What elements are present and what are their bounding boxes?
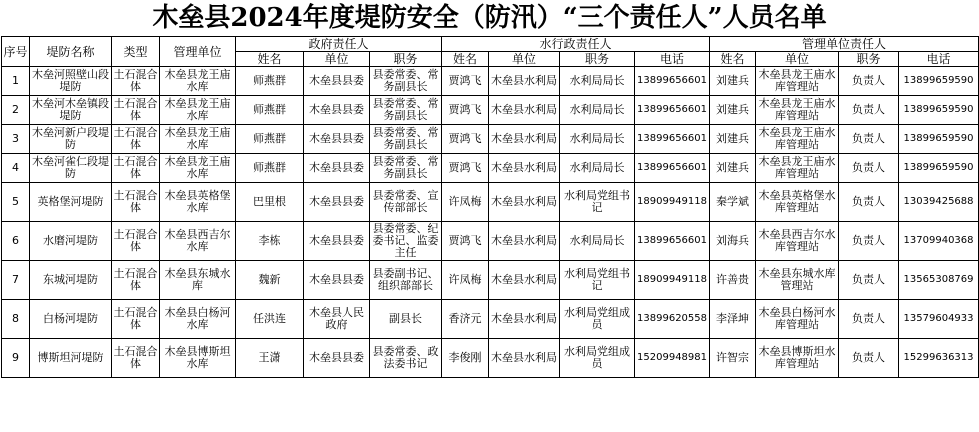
cell-dike-name: 博斯坦河堤防 (30, 339, 112, 378)
cell-type: 土石混合体 (112, 154, 160, 183)
cell-water-unit: 木垒县水利局 (489, 183, 560, 222)
header-mgmt-unit2: 单位 (756, 52, 839, 67)
cell-dike-name: 木垒河照壁山段堤防 (30, 67, 112, 96)
cell-gov-position: 县委常委、政法委书记 (370, 339, 442, 378)
cell-water-phone: 13899656601 (635, 125, 710, 154)
cell-mgmt-position: 负责人 (839, 154, 899, 183)
cell-gov-name: 魏新 (236, 261, 304, 300)
table-row (2, 154, 979, 183)
table-row (2, 96, 979, 125)
cell-water-unit: 木垒县水利局 (489, 154, 560, 183)
header-water-phone: 电话 (635, 52, 710, 67)
cell-mgmt-unit: 木垒县英格堡水库 (160, 183, 236, 222)
header-gov-position: 职务 (370, 52, 442, 67)
cell-mgmt-phone: 13899659590 (899, 96, 979, 125)
cell-mgmt-unit: 木垒县龙王庙水库 (160, 67, 236, 96)
cell-water-phone: 13899656601 (635, 222, 710, 261)
cell-mgmt-name: 刘海兵 (710, 222, 756, 261)
header-gov-name: 姓名 (236, 52, 304, 67)
cell-gov-name: 师燕群 (236, 96, 304, 125)
cell-mgmt-position: 负责人 (839, 300, 899, 339)
cell-type: 土石混合体 (112, 261, 160, 300)
cell-mgmt-position: 负责人 (839, 96, 899, 125)
cell-mgmt-phone: 13899659590 (899, 67, 979, 96)
cell-dike-name: 水磨河堤防 (30, 222, 112, 261)
cell-mgmt-unit2: 木垒县龙王庙水库管理站 (756, 67, 839, 96)
cell-gov-position: 县委常委、宣传部部长 (370, 183, 442, 222)
cell-water-unit: 木垒县水利局 (489, 67, 560, 96)
cell-seq: 8 (2, 300, 30, 339)
cell-water-phone: 13899656601 (635, 67, 710, 96)
cell-mgmt-name: 刘建兵 (710, 125, 756, 154)
cell-dike-name: 木垒河木垒镇段堤防 (30, 96, 112, 125)
cell-water-unit: 木垒县水利局 (489, 339, 560, 378)
cell-gov-unit: 木垒县县委 (304, 339, 370, 378)
page-title: 木垒县2024年度堤防安全（防汛）“三个责任人”人员名单 (152, 3, 827, 33)
cell-gov-name: 巴里根 (236, 183, 304, 222)
responsibility-table (1, 36, 979, 378)
cell-water-name: 许凤梅 (442, 183, 489, 222)
cell-mgmt-unit2: 木垒县龙王庙水库管理站 (756, 125, 839, 154)
cell-gov-unit: 木垒县县委 (304, 67, 370, 96)
table-row (2, 222, 979, 261)
header-dike-name: 堤防名称 (30, 37, 112, 67)
cell-mgmt-position: 负责人 (839, 183, 899, 222)
cell-mgmt-unit: 木垒县东城水库 (160, 261, 236, 300)
cell-water-unit: 木垒县水利局 (489, 300, 560, 339)
cell-type: 土石混合体 (112, 300, 160, 339)
cell-type: 土石混合体 (112, 125, 160, 154)
header-mgmt-group: 管理单位责任人 (710, 37, 979, 52)
header-mgmt-position: 职务 (839, 52, 899, 67)
cell-mgmt-name: 秦学斌 (710, 183, 756, 222)
cell-mgmt-position: 负责人 (839, 261, 899, 300)
header-seq: 序号 (2, 37, 30, 67)
cell-mgmt-unit: 木垒县白杨河水库 (160, 300, 236, 339)
table-row (2, 300, 979, 339)
cell-water-unit: 木垒县水利局 (489, 125, 560, 154)
cell-water-phone: 13899656601 (635, 96, 710, 125)
cell-mgmt-position: 负责人 (839, 67, 899, 96)
cell-mgmt-phone: 15299636313 (899, 339, 979, 378)
header-gov-group: 政府责任人 (236, 37, 442, 52)
cell-gov-position: 县委常委、常务副县长 (370, 154, 442, 183)
cell-dike-name: 东城河堤防 (30, 261, 112, 300)
cell-mgmt-name: 许智宗 (710, 339, 756, 378)
cell-water-position: 水利局党组书记 (560, 183, 635, 222)
cell-gov-name: 师燕群 (236, 154, 304, 183)
cell-mgmt-phone: 13899659590 (899, 125, 979, 154)
cell-mgmt-unit: 木垒县龙王庙水库 (160, 125, 236, 154)
cell-seq: 1 (2, 67, 30, 96)
cell-water-phone: 15209948981 (635, 339, 710, 378)
cell-gov-name: 任洪连 (236, 300, 304, 339)
cell-type: 土石混合体 (112, 67, 160, 96)
cell-water-name: 贾鸿飞 (442, 125, 489, 154)
cell-seq: 7 (2, 261, 30, 300)
table-row (2, 261, 979, 300)
header-mgmt-unit: 管理单位 (160, 37, 236, 67)
cell-water-phone: 18909949118 (635, 261, 710, 300)
cell-mgmt-unit2: 木垒县白杨河水库管理站 (756, 300, 839, 339)
header-gov-unit: 单位 (304, 52, 370, 67)
cell-gov-position: 县委常委、常务副县长 (370, 96, 442, 125)
cell-mgmt-unit: 木垒县博斯坦水库 (160, 339, 236, 378)
cell-mgmt-unit: 木垒县龙王庙水库 (160, 96, 236, 125)
cell-water-position: 水利局党组书记 (560, 261, 635, 300)
cell-type: 土石混合体 (112, 339, 160, 378)
cell-gov-name: 李栋 (236, 222, 304, 261)
cell-water-position: 水利局党组成员 (560, 339, 635, 378)
cell-mgmt-unit2: 木垒县博斯坦水库管理站 (756, 339, 839, 378)
cell-water-position: 水利局局长 (560, 154, 635, 183)
cell-gov-name: 师燕群 (236, 67, 304, 96)
header-water-name: 姓名 (442, 52, 489, 67)
cell-water-name: 李俊刚 (442, 339, 489, 378)
table-row (2, 339, 979, 378)
cell-seq: 6 (2, 222, 30, 261)
cell-type: 土石混合体 (112, 96, 160, 125)
cell-mgmt-position: 负责人 (839, 125, 899, 154)
cell-gov-unit: 木垒县县委 (304, 222, 370, 261)
header-mgmt-name: 姓名 (710, 52, 756, 67)
cell-water-position: 水利局局长 (560, 125, 635, 154)
cell-gov-position: 县委副书记、组织部部长 (370, 261, 442, 300)
cell-water-name: 许凤梅 (442, 261, 489, 300)
cell-water-name: 贾鸿飞 (442, 67, 489, 96)
cell-seq: 2 (2, 96, 30, 125)
cell-gov-unit: 木垒县人民政府 (304, 300, 370, 339)
cell-mgmt-position: 负责人 (839, 339, 899, 378)
cell-gov-name: 王潇 (236, 339, 304, 378)
header-water-position: 职务 (560, 52, 635, 67)
cell-mgmt-name: 刘建兵 (710, 67, 756, 96)
cell-gov-position: 县委常委、常务副县长 (370, 125, 442, 154)
cell-dike-name: 木垒河雀仁段堤防 (30, 154, 112, 183)
cell-mgmt-phone: 13709940368 (899, 222, 979, 261)
cell-gov-position: 县委常委、纪委书记、监委主任 (370, 222, 442, 261)
cell-water-position: 水利局局长 (560, 67, 635, 96)
header-type: 类型 (112, 37, 160, 67)
cell-water-position: 水利局局长 (560, 96, 635, 125)
cell-mgmt-name: 李泽坤 (710, 300, 756, 339)
cell-water-unit: 木垒县水利局 (489, 96, 560, 125)
cell-mgmt-unit2: 木垒县龙王庙水库管理站 (756, 154, 839, 183)
table-row (2, 125, 979, 154)
cell-dike-name: 木垒河新户段堤防 (30, 125, 112, 154)
cell-water-name: 贾鸿飞 (442, 154, 489, 183)
table-row (2, 183, 979, 222)
cell-mgmt-unit2: 木垒县西吉尔水库管理站 (756, 222, 839, 261)
cell-mgmt-position: 负责人 (839, 222, 899, 261)
cell-mgmt-phone: 13579604933 (899, 300, 979, 339)
cell-mgmt-unit2: 木垒县东城水库管理站 (756, 261, 839, 300)
cell-gov-name: 师燕群 (236, 125, 304, 154)
cell-type: 土石混合体 (112, 222, 160, 261)
cell-mgmt-unit: 木垒县龙王庙水库 (160, 154, 236, 183)
cell-mgmt-unit2: 木垒县英格堡水库管理站 (756, 183, 839, 222)
header-mgmt-phone: 电话 (899, 52, 979, 67)
cell-water-phone: 13899656601 (635, 154, 710, 183)
cell-mgmt-phone: 13899659590 (899, 154, 979, 183)
cell-dike-name: 英格堡河堤防 (30, 183, 112, 222)
header-water-unit: 单位 (489, 52, 560, 67)
cell-mgmt-unit: 木垒县西吉尔水库 (160, 222, 236, 261)
cell-mgmt-name: 刘建兵 (710, 96, 756, 125)
cell-water-unit: 木垒县水利局 (489, 222, 560, 261)
cell-mgmt-name: 刘建兵 (710, 154, 756, 183)
cell-gov-unit: 木垒县县委 (304, 154, 370, 183)
cell-water-position: 水利局党组成员 (560, 300, 635, 339)
cell-gov-unit: 木垒县县委 (304, 125, 370, 154)
cell-gov-position: 县委常委、常务副县长 (370, 67, 442, 96)
cell-gov-position: 副县长 (370, 300, 442, 339)
cell-water-name: 贾鸿飞 (442, 96, 489, 125)
cell-gov-unit: 木垒县县委 (304, 183, 370, 222)
cell-water-name: 香济元 (442, 300, 489, 339)
cell-gov-unit: 木垒县县委 (304, 261, 370, 300)
header-water-group: 水行政责任人 (442, 37, 710, 52)
cell-seq: 9 (2, 339, 30, 378)
cell-gov-unit: 木垒县县委 (304, 96, 370, 125)
cell-mgmt-phone: 13565308769 (899, 261, 979, 300)
table-row (2, 67, 979, 96)
cell-mgmt-phone: 13039425688 (899, 183, 979, 222)
cell-type: 土石混合体 (112, 183, 160, 222)
cell-dike-name: 白杨河堤防 (30, 300, 112, 339)
cell-water-phone: 18909949118 (635, 183, 710, 222)
cell-water-position: 水利局局长 (560, 222, 635, 261)
cell-seq: 3 (2, 125, 30, 154)
cell-water-phone: 13899620558 (635, 300, 710, 339)
cell-seq: 4 (2, 154, 30, 183)
cell-seq: 5 (2, 183, 30, 222)
cell-mgmt-name: 许善贵 (710, 261, 756, 300)
cell-mgmt-unit2: 木垒县龙王庙水库管理站 (756, 96, 839, 125)
cell-water-unit: 木垒县水利局 (489, 261, 560, 300)
cell-water-name: 贾鸿飞 (442, 222, 489, 261)
